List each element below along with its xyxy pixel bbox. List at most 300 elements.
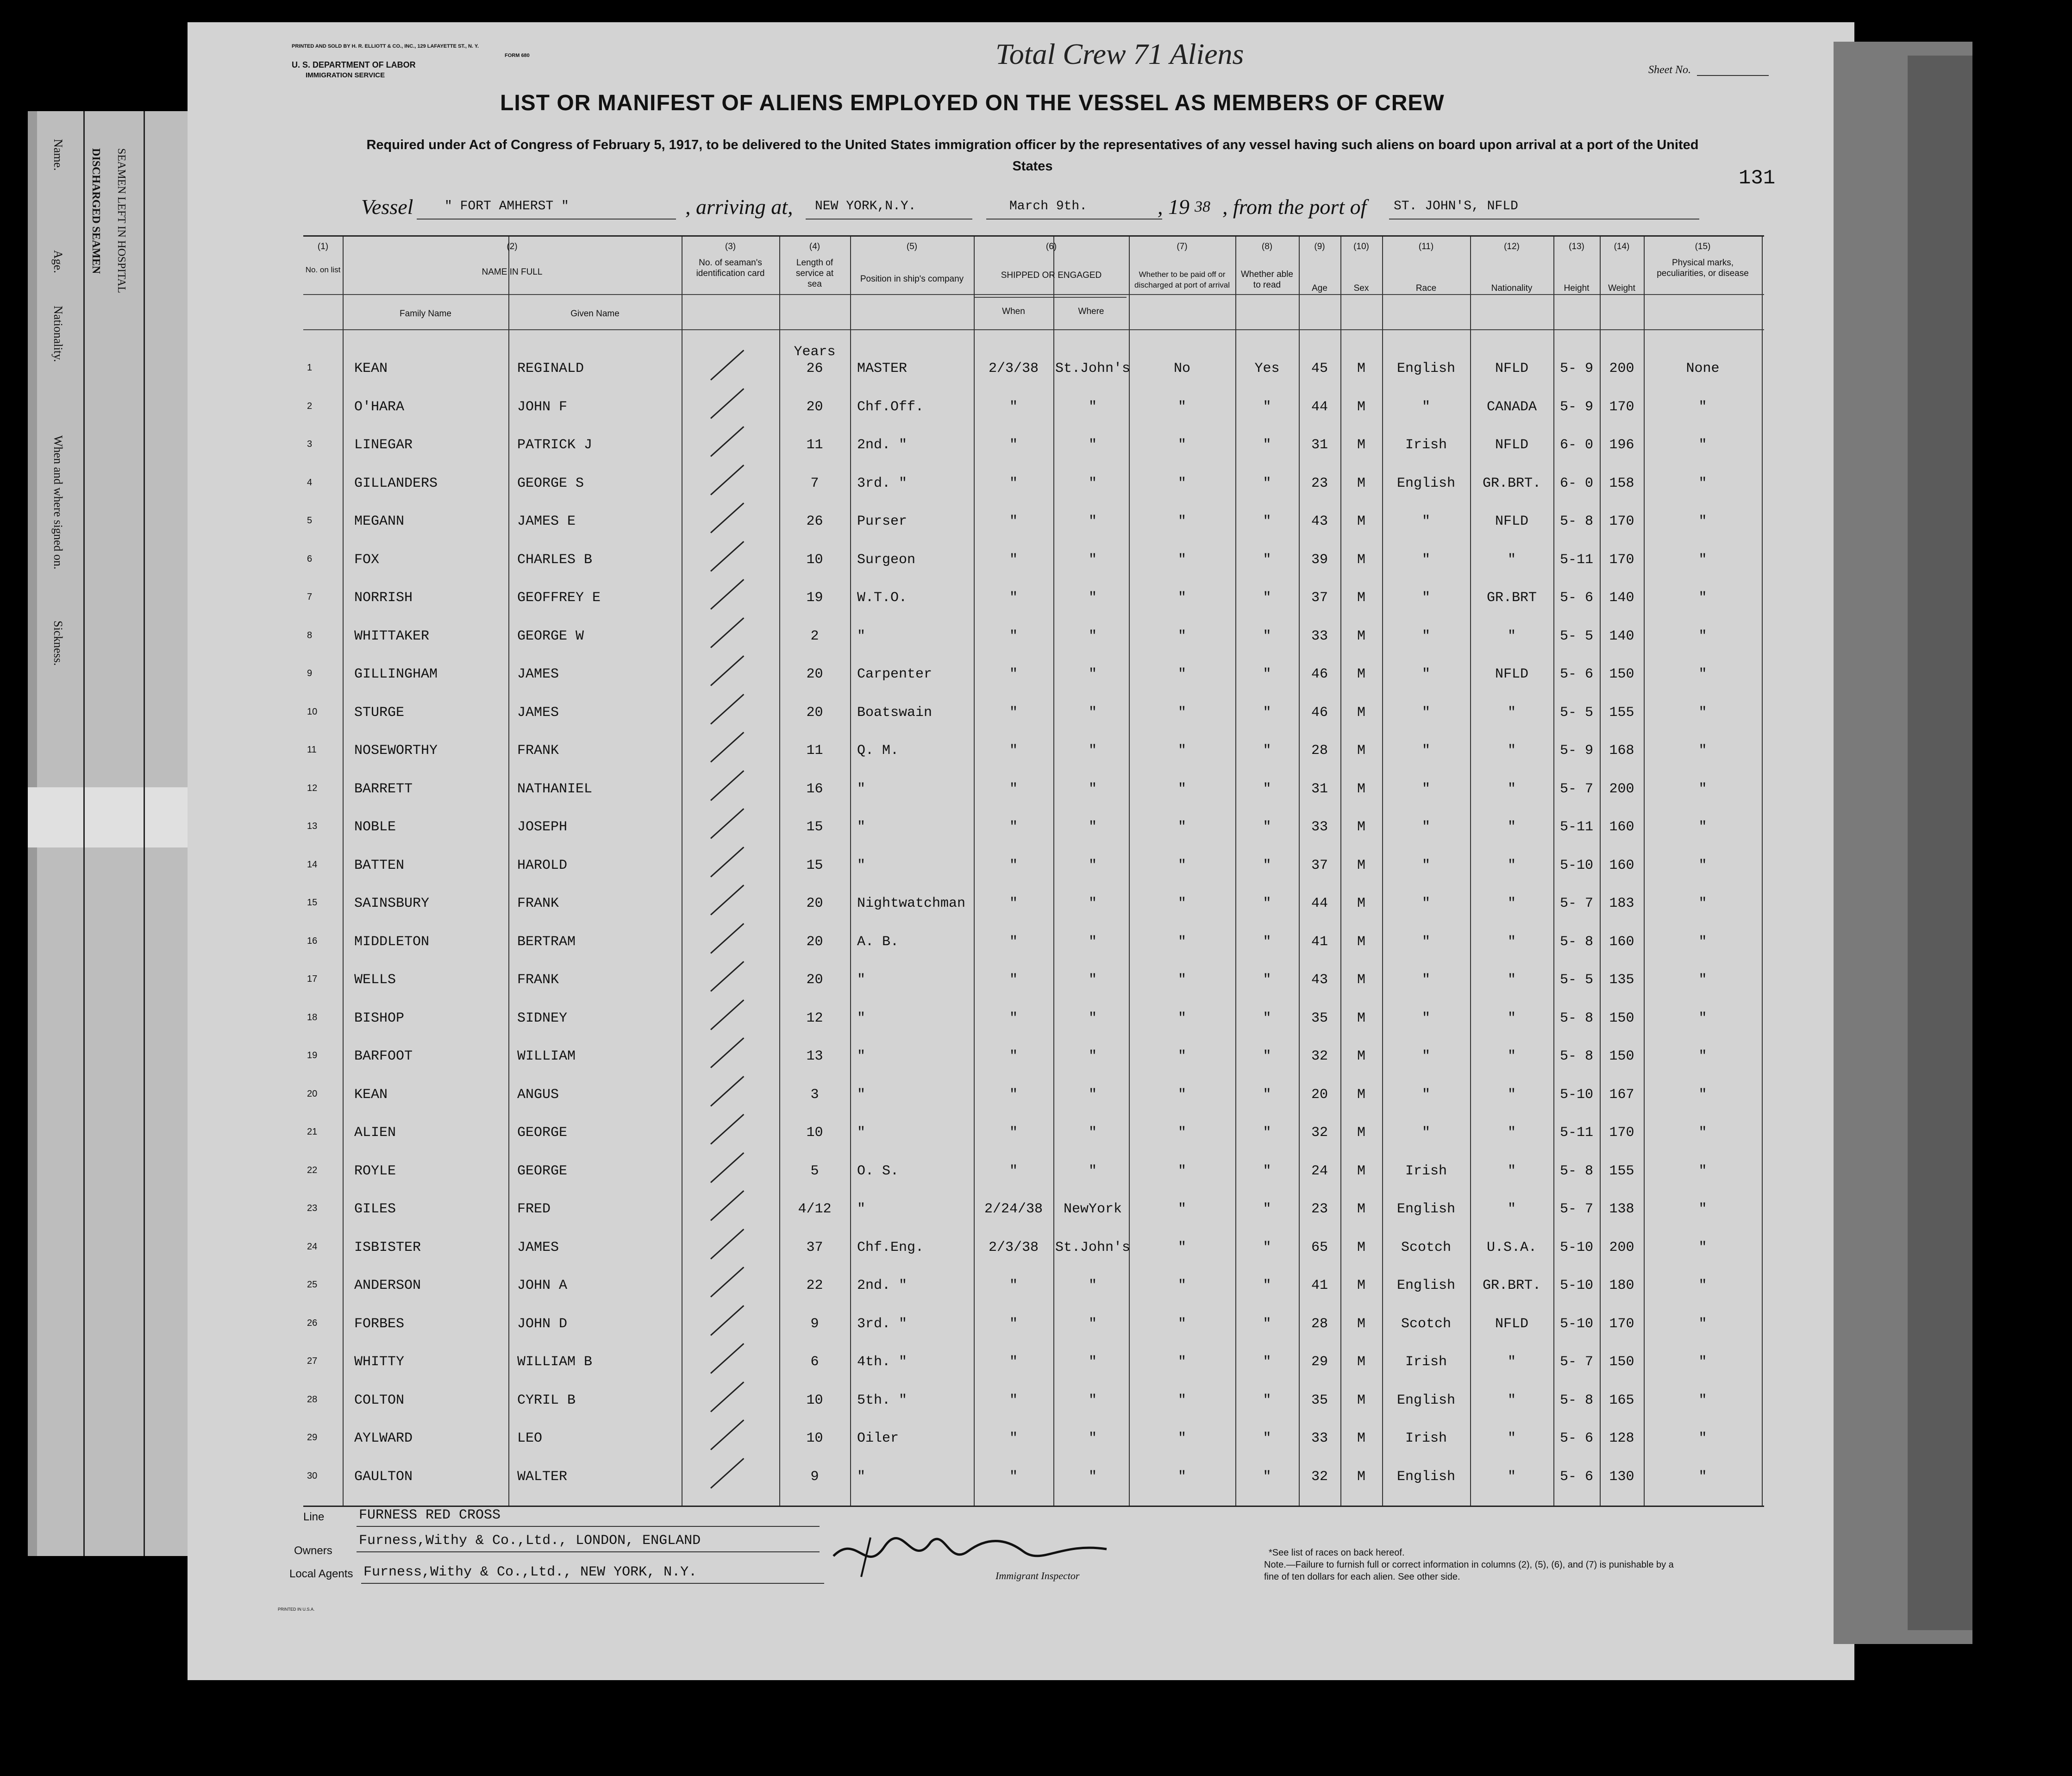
cell-given: GEORGE bbox=[517, 1125, 568, 1141]
cell-where: " bbox=[1088, 857, 1097, 873]
cell-service: 20 bbox=[806, 972, 823, 988]
col-num-3: (3) bbox=[725, 242, 736, 251]
cell-race: Scotch bbox=[1401, 1239, 1452, 1255]
row-number: 24 bbox=[307, 1241, 318, 1252]
cell-position: Surgeon bbox=[857, 552, 916, 568]
cell-where: " bbox=[1088, 475, 1097, 491]
cell-marks: " bbox=[1698, 590, 1707, 606]
cell-height: 5- 8 bbox=[1559, 934, 1593, 950]
cell-service: 11 bbox=[806, 743, 823, 759]
cell-read: " bbox=[1263, 1431, 1271, 1446]
cell-sex: M bbox=[1357, 1239, 1365, 1255]
cell-race: " bbox=[1421, 1010, 1430, 1026]
cell-read: " bbox=[1263, 1201, 1271, 1217]
cell-read: " bbox=[1263, 972, 1271, 988]
cell-sex: M bbox=[1357, 972, 1365, 988]
cell-read: " bbox=[1263, 1392, 1271, 1408]
cell-weight: 150 bbox=[1609, 1354, 1634, 1370]
id-card-slash-mark bbox=[710, 1076, 744, 1106]
cell-when: 2/3/38 bbox=[988, 361, 1039, 377]
cell-where: " bbox=[1088, 781, 1097, 797]
cell-weight: 167 bbox=[1609, 1086, 1634, 1103]
col-label-read: Whether able to read bbox=[1240, 270, 1293, 290]
row-number: 28 bbox=[307, 1394, 318, 1405]
cell-age: 44 bbox=[1311, 896, 1328, 911]
cell-paid: " bbox=[1177, 1048, 1186, 1064]
cell-where: St.John's bbox=[1055, 361, 1131, 377]
cell-nat: " bbox=[1507, 781, 1516, 797]
cell-given: JAMES bbox=[517, 704, 559, 721]
cell-nat: " bbox=[1507, 1125, 1516, 1141]
cell-marks: " bbox=[1698, 972, 1707, 988]
col-num-2: (2) bbox=[507, 242, 518, 251]
strip-label-sickness: Sickness. bbox=[51, 621, 65, 666]
footer-notes bbox=[1264, 1547, 1681, 1583]
cell-weight: 180 bbox=[1609, 1278, 1634, 1293]
cell-marks: " bbox=[1698, 399, 1707, 415]
cell-height: 5- 7 bbox=[1559, 1354, 1593, 1370]
cell-race: Scotch bbox=[1401, 1316, 1452, 1332]
cell-race: Irish bbox=[1405, 437, 1447, 453]
cell-marks: " bbox=[1698, 896, 1707, 911]
col-num-13: (13) bbox=[1569, 242, 1584, 251]
id-card-slash-mark bbox=[710, 1229, 744, 1259]
cell-where: " bbox=[1088, 1048, 1097, 1064]
cell-position: " bbox=[857, 819, 866, 835]
cell-height: 6- 0 bbox=[1559, 475, 1593, 491]
cell-family: FORBES bbox=[354, 1316, 405, 1332]
cell-height: 5- 6 bbox=[1559, 1431, 1593, 1446]
cell-sex: M bbox=[1357, 361, 1365, 377]
row-number: 15 bbox=[307, 897, 318, 908]
cell-marks: " bbox=[1698, 1468, 1707, 1485]
col-label-physical-marks: Physical marks, peculiarities, or disease bbox=[1657, 258, 1749, 278]
cell-paid: " bbox=[1177, 704, 1186, 721]
cell-sex: M bbox=[1357, 1048, 1365, 1064]
arrival-port: NEW YORK,N.Y. bbox=[815, 199, 916, 213]
col-label-where: Where bbox=[1078, 307, 1104, 316]
id-card-slash-mark bbox=[710, 885, 744, 915]
cell-position: " bbox=[857, 1010, 866, 1026]
cell-family: MEGANN bbox=[354, 514, 405, 529]
row-number: 12 bbox=[307, 783, 318, 793]
cell-paid: " bbox=[1177, 628, 1186, 644]
cell-family: FOX bbox=[354, 552, 380, 568]
cell-height: 5- 8 bbox=[1559, 1010, 1593, 1026]
cell-paid: " bbox=[1177, 972, 1186, 988]
cell-service: 22 bbox=[806, 1278, 823, 1293]
cell-nat: GR.BRT bbox=[1486, 590, 1537, 606]
cell-nat: NFLD bbox=[1495, 361, 1528, 377]
cell-paid: " bbox=[1177, 934, 1186, 950]
cell-weight: 160 bbox=[1609, 819, 1634, 835]
cell-nat: " bbox=[1507, 1201, 1516, 1217]
cell-when: " bbox=[1009, 666, 1018, 682]
row-number: 26 bbox=[307, 1318, 318, 1328]
departure-port: ST. JOHN'S, NFLD bbox=[1394, 199, 1518, 213]
cell-weight: 150 bbox=[1609, 666, 1634, 682]
id-card-slash-mark bbox=[710, 579, 744, 609]
col-label-id-card: No. of seaman's identification card bbox=[696, 258, 765, 278]
cell-weight: 150 bbox=[1609, 1048, 1634, 1064]
cell-service: 20 bbox=[806, 934, 823, 950]
cell-service: 10 bbox=[806, 1125, 823, 1141]
cell-position: 3rd. " bbox=[857, 475, 908, 491]
cell-paid: No bbox=[1173, 361, 1190, 377]
cell-nat: " bbox=[1507, 1431, 1516, 1446]
cell-where: " bbox=[1088, 1086, 1097, 1103]
cell-when: " bbox=[1009, 1431, 1018, 1446]
cell-family: SAINSBURY bbox=[354, 896, 430, 911]
cell-position: Nightwatchman bbox=[857, 896, 966, 911]
cell-height: 5-10 bbox=[1559, 1278, 1593, 1293]
cell-family: KEAN bbox=[354, 1086, 388, 1103]
cell-given: NATHANIEL bbox=[517, 781, 593, 797]
cell-height: 5-10 bbox=[1559, 1316, 1593, 1332]
cell-nat: NFLD bbox=[1495, 514, 1528, 529]
cell-sex: M bbox=[1357, 1010, 1365, 1026]
cell-position: 4th. " bbox=[857, 1354, 908, 1370]
cell-marks: " bbox=[1698, 628, 1707, 644]
cell-nat: " bbox=[1507, 896, 1516, 911]
id-card-slash-mark bbox=[710, 1267, 744, 1297]
col-label-age: Age bbox=[1312, 283, 1327, 293]
row-number: 27 bbox=[307, 1356, 318, 1366]
cell-nat: " bbox=[1507, 1086, 1516, 1103]
cell-sex: M bbox=[1357, 704, 1365, 721]
cell-family: GILLINGHAM bbox=[354, 666, 438, 682]
cell-sex: M bbox=[1357, 590, 1365, 606]
cell-race: " bbox=[1421, 819, 1430, 835]
cell-where: " bbox=[1088, 1431, 1097, 1446]
cell-race: Irish bbox=[1405, 1163, 1447, 1179]
cell-paid: " bbox=[1177, 1468, 1186, 1485]
cell-sex: M bbox=[1357, 514, 1365, 529]
col-label-position: Position in ship's company bbox=[860, 274, 964, 284]
cell-when: " bbox=[1009, 896, 1018, 911]
cell-weight: 170 bbox=[1609, 1316, 1634, 1332]
crew-manifest-table bbox=[303, 235, 1764, 1507]
cell-sex: M bbox=[1357, 399, 1365, 415]
cell-where: " bbox=[1088, 934, 1097, 950]
row-number: 6 bbox=[307, 553, 313, 564]
id-card-slash-mark bbox=[710, 1458, 744, 1488]
cell-sex: M bbox=[1357, 1086, 1365, 1103]
cell-position: " bbox=[857, 628, 866, 644]
cell-weight: 158 bbox=[1609, 475, 1634, 491]
cell-nat: " bbox=[1507, 743, 1516, 759]
cell-read: " bbox=[1263, 781, 1271, 797]
strip-label-age: Age. bbox=[51, 250, 65, 273]
col-label-weight: Weight bbox=[1608, 283, 1635, 293]
cell-race: " bbox=[1421, 896, 1430, 911]
cell-position: O. S. bbox=[857, 1163, 899, 1179]
cell-marks: " bbox=[1698, 1048, 1707, 1064]
cell-given: REGINALD bbox=[517, 361, 584, 377]
cell-age: 32 bbox=[1311, 1048, 1328, 1064]
cell-family: BARFOOT bbox=[354, 1048, 413, 1064]
cell-where: " bbox=[1088, 399, 1097, 415]
col-label-height: Height bbox=[1564, 283, 1590, 293]
cell-nat: " bbox=[1507, 934, 1516, 950]
cell-height: 5-10 bbox=[1559, 1239, 1593, 1255]
cell-given: HAROLD bbox=[517, 857, 568, 873]
cell-where: " bbox=[1088, 590, 1097, 606]
row-number: 25 bbox=[307, 1280, 318, 1290]
cell-weight: 196 bbox=[1609, 437, 1634, 453]
cell-where: " bbox=[1088, 666, 1097, 682]
cell-when: " bbox=[1009, 1392, 1018, 1408]
cell-sex: M bbox=[1357, 1125, 1365, 1141]
cell-paid: " bbox=[1177, 1125, 1186, 1141]
cell-age: 46 bbox=[1311, 666, 1328, 682]
cell-nat: " bbox=[1507, 819, 1516, 835]
cell-nat: " bbox=[1507, 1163, 1516, 1179]
row-number: 23 bbox=[307, 1203, 318, 1213]
cell-sex: M bbox=[1357, 781, 1365, 797]
cell-paid: " bbox=[1177, 590, 1186, 606]
cell-when: " bbox=[1009, 781, 1018, 797]
cell-paid: " bbox=[1177, 743, 1186, 759]
cell-family: ROYLE bbox=[354, 1163, 396, 1179]
cell-position: W.T.O. bbox=[857, 590, 908, 606]
cell-position: Q. M. bbox=[857, 743, 899, 759]
cell-position: " bbox=[857, 1086, 866, 1103]
cell-height: 5- 8 bbox=[1559, 1048, 1593, 1064]
cell-age: 29 bbox=[1311, 1354, 1328, 1370]
cell-nat: " bbox=[1507, 1010, 1516, 1026]
arrival-date: March 9th. bbox=[1009, 199, 1088, 213]
cell-race: Irish bbox=[1405, 1354, 1447, 1370]
cell-family: COLTON bbox=[354, 1392, 405, 1408]
cell-where: " bbox=[1088, 1278, 1097, 1293]
cell-service: 26 bbox=[806, 361, 823, 377]
cell-given: WILLIAM bbox=[517, 1048, 576, 1064]
row-number: 8 bbox=[307, 630, 313, 640]
id-card-slash-mark bbox=[710, 770, 744, 801]
shipped-rule bbox=[974, 297, 1127, 298]
cell-race: " bbox=[1421, 1048, 1430, 1064]
cell-position: " bbox=[857, 1201, 866, 1217]
cell-where: " bbox=[1088, 743, 1097, 759]
year-prefix: , 19 bbox=[1158, 195, 1189, 219]
cell-position: 2nd. " bbox=[857, 1278, 908, 1293]
inspector-label: Immigrant Inspector bbox=[995, 1570, 1080, 1581]
cell-race: " bbox=[1421, 972, 1430, 988]
cell-marks: " bbox=[1698, 704, 1707, 721]
id-card-slash-mark bbox=[710, 502, 744, 533]
cell-when: " bbox=[1009, 704, 1018, 721]
cell-family: GILLANDERS bbox=[354, 475, 438, 491]
cell-marks: " bbox=[1698, 666, 1707, 682]
cell-height: 5- 5 bbox=[1559, 704, 1593, 721]
col-line bbox=[1762, 237, 1763, 1506]
cell-when: " bbox=[1009, 1316, 1018, 1332]
cell-family: WHITTY bbox=[354, 1354, 405, 1370]
cell-position: 5th. " bbox=[857, 1392, 908, 1408]
row-number: 21 bbox=[307, 1127, 318, 1137]
cell-marks: " bbox=[1698, 1354, 1707, 1370]
cell-given: SIDNEY bbox=[517, 1010, 568, 1026]
cell-paid: " bbox=[1177, 666, 1186, 682]
col-num-1: (1) bbox=[317, 242, 329, 251]
cell-paid: " bbox=[1177, 1201, 1186, 1217]
cell-nat: " bbox=[1507, 1468, 1516, 1485]
cell-height: 5- 7 bbox=[1559, 781, 1593, 797]
cell-weight: 128 bbox=[1609, 1431, 1634, 1446]
cell-family: BATTEN bbox=[354, 857, 405, 873]
cell-position: Chf.Off. bbox=[857, 399, 924, 415]
cell-read: " bbox=[1263, 552, 1271, 568]
cell-given: JAMES bbox=[517, 1239, 559, 1255]
cell-race: " bbox=[1421, 743, 1430, 759]
agents-underline bbox=[361, 1583, 824, 1584]
cell-where: " bbox=[1088, 1392, 1097, 1408]
header-rule bbox=[303, 294, 1764, 295]
id-card-slash-mark bbox=[710, 617, 744, 648]
owners-label: Owners bbox=[294, 1544, 332, 1557]
cell-when: " bbox=[1009, 1086, 1018, 1103]
cell-read: " bbox=[1263, 1316, 1271, 1332]
cell-paid: " bbox=[1177, 437, 1186, 453]
agents-name: Furness,Withy & Co.,Ltd., NEW YORK, N.Y. bbox=[363, 1564, 697, 1580]
cell-service: 2 bbox=[810, 628, 819, 644]
cell-nat: U.S.A. bbox=[1486, 1239, 1537, 1255]
cell-service: 11 bbox=[806, 437, 823, 453]
cell-service: 15 bbox=[806, 857, 823, 873]
col-line bbox=[343, 237, 344, 1506]
cell-nat: CANADA bbox=[1486, 399, 1537, 415]
id-card-slash-mark bbox=[710, 1381, 744, 1412]
id-card-slash-mark bbox=[710, 694, 744, 724]
strip-label-signed-on: When and where signed on. bbox=[51, 435, 65, 570]
cell-service: 20 bbox=[806, 704, 823, 721]
cell-height: 5- 9 bbox=[1559, 361, 1593, 377]
id-card-slash-mark bbox=[710, 655, 744, 686]
col-label-service: Length of service at sea bbox=[795, 258, 834, 289]
cell-sex: M bbox=[1357, 1163, 1365, 1179]
cell-when: " bbox=[1009, 1354, 1018, 1370]
cell-when: " bbox=[1009, 1048, 1018, 1064]
cell-nat: NFLD bbox=[1495, 1316, 1528, 1332]
cell-weight: 165 bbox=[1609, 1392, 1634, 1408]
cell-when: " bbox=[1009, 819, 1018, 835]
cell-paid: " bbox=[1177, 857, 1186, 873]
cell-paid: " bbox=[1177, 1431, 1186, 1446]
cell-where: " bbox=[1088, 819, 1097, 835]
service-name: IMMIGRATION SERVICE bbox=[306, 71, 385, 79]
cell-sex: M bbox=[1357, 628, 1365, 644]
cell-sex: M bbox=[1357, 896, 1365, 911]
cell-age: 43 bbox=[1311, 514, 1328, 529]
cell-height: 6- 0 bbox=[1559, 437, 1593, 453]
cell-family: NOSEWORTHY bbox=[354, 743, 438, 759]
cell-age: 28 bbox=[1311, 1316, 1328, 1332]
cell-race: English bbox=[1396, 1278, 1456, 1293]
cell-weight: 160 bbox=[1609, 934, 1634, 950]
cell-read: " bbox=[1263, 857, 1271, 873]
page-edge-shadow-dark bbox=[1908, 56, 1972, 1630]
row-number: 7 bbox=[307, 592, 313, 602]
strip-label-name: Name. bbox=[51, 139, 65, 171]
cell-marks: " bbox=[1698, 514, 1707, 529]
cell-age: 33 bbox=[1311, 1431, 1328, 1446]
cell-position: " bbox=[857, 857, 866, 873]
cell-weight: 130 bbox=[1609, 1468, 1634, 1485]
cell-service: 20 bbox=[806, 399, 823, 415]
cell-family: ALIEN bbox=[354, 1125, 396, 1141]
cell-read: " bbox=[1263, 1354, 1271, 1370]
row-number: 3 bbox=[307, 439, 313, 449]
cell-age: 65 bbox=[1311, 1239, 1328, 1255]
strip-divider bbox=[144, 111, 145, 1556]
col-num-6: (6) bbox=[1045, 242, 1057, 251]
agents-label: Local Agents bbox=[289, 1568, 353, 1580]
cell-given: JOSEPH bbox=[517, 819, 568, 835]
cell-sex: M bbox=[1357, 857, 1365, 873]
cell-marks: " bbox=[1698, 552, 1707, 568]
cell-paid: " bbox=[1177, 1010, 1186, 1026]
cell-where: " bbox=[1088, 896, 1097, 911]
cell-family: KEAN bbox=[354, 361, 388, 377]
cell-sex: M bbox=[1357, 1392, 1365, 1408]
cell-given: PATRICK J bbox=[517, 437, 593, 453]
cell-when: 2/24/38 bbox=[984, 1201, 1043, 1217]
cell-family: GAULTON bbox=[354, 1468, 413, 1485]
cell-race: English bbox=[1396, 1201, 1456, 1217]
id-card-slash-mark bbox=[710, 847, 744, 877]
cell-read: " bbox=[1263, 437, 1271, 453]
row-number: 18 bbox=[307, 1012, 318, 1023]
cell-given: JOHN F bbox=[517, 399, 568, 415]
id-card-slash-mark bbox=[710, 1305, 744, 1336]
row-number: 22 bbox=[307, 1165, 318, 1175]
cell-race: " bbox=[1421, 590, 1430, 606]
cell-paid: " bbox=[1177, 475, 1186, 491]
cell-nat: " bbox=[1507, 1354, 1516, 1370]
cell-paid: " bbox=[1177, 514, 1186, 529]
cell-marks: " bbox=[1698, 819, 1707, 835]
penalty-note: Note.—Failure to furnish full or correct information in columns (2), (5), (6), and (7) is punishable by a fine of ten dollars for each alien. See other side. bbox=[1264, 1560, 1674, 1582]
cell-height: 5- 8 bbox=[1559, 514, 1593, 529]
cell-paid: " bbox=[1177, 1086, 1186, 1103]
cell-weight: 160 bbox=[1609, 857, 1634, 873]
cell-height: 5- 8 bbox=[1559, 1392, 1593, 1408]
cell-paid: " bbox=[1177, 1392, 1186, 1408]
cell-given: GEOFFREY E bbox=[517, 590, 601, 606]
cell-weight: 150 bbox=[1609, 1010, 1634, 1026]
cell-position: Boatswain bbox=[857, 704, 933, 721]
cell-height: 5- 7 bbox=[1559, 896, 1593, 911]
cell-race: " bbox=[1421, 399, 1430, 415]
cell-family: STURGE bbox=[354, 704, 405, 721]
row-number: 1 bbox=[307, 363, 313, 373]
cell-given: FRANK bbox=[517, 972, 559, 988]
cell-nat: " bbox=[1507, 628, 1516, 644]
cell-paid: " bbox=[1177, 399, 1186, 415]
id-card-slash-mark bbox=[710, 464, 744, 495]
cell-position: Oiler bbox=[857, 1431, 899, 1446]
year-suffix: 38 bbox=[1195, 198, 1210, 215]
cell-sex: M bbox=[1357, 1278, 1365, 1293]
row-number: 14 bbox=[307, 859, 318, 870]
cell-read: " bbox=[1263, 1278, 1271, 1293]
cell-service: 12 bbox=[806, 1010, 823, 1026]
cell-where: " bbox=[1088, 972, 1097, 988]
id-card-slash-mark bbox=[710, 1037, 744, 1068]
cell-nat: " bbox=[1507, 704, 1516, 721]
cell-family: MIDDLETON bbox=[354, 934, 430, 950]
